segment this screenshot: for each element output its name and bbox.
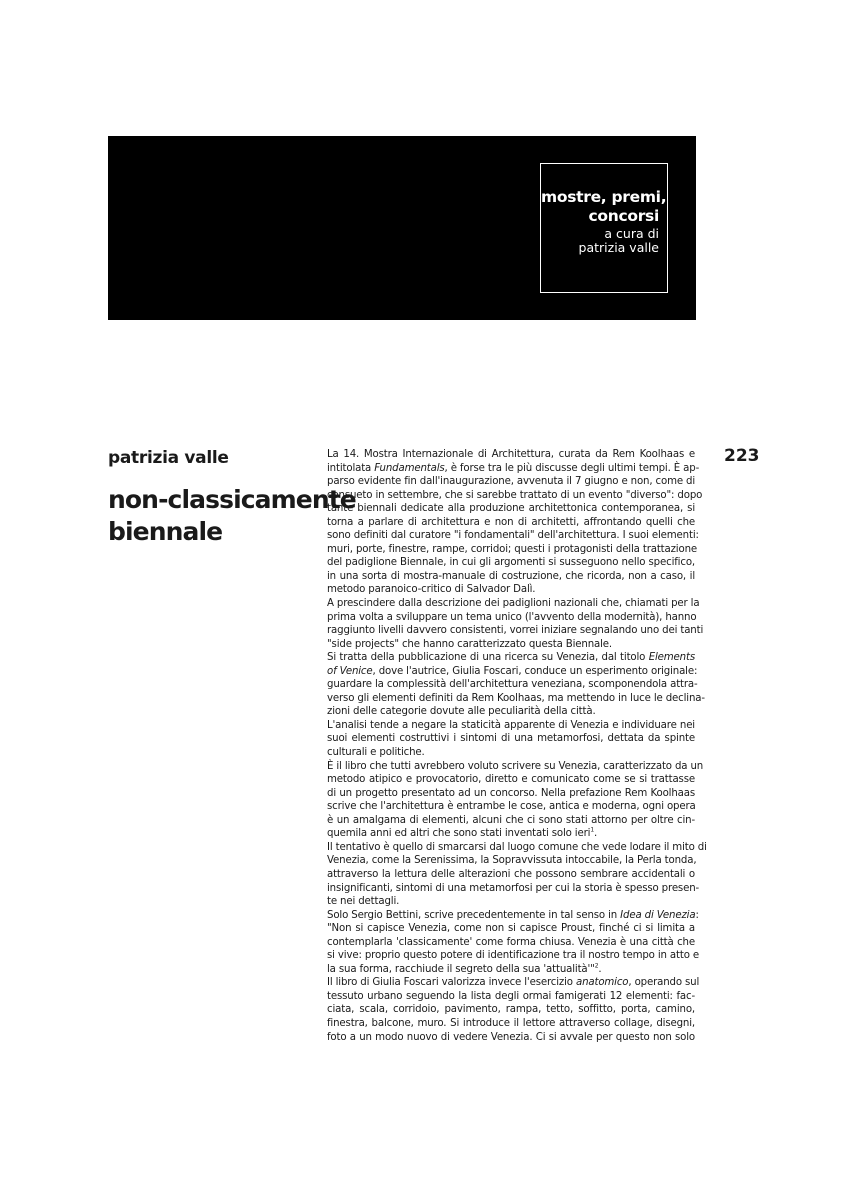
text-line: prima volta a sviluppare un tema unico (l'avvento della modernità), hanno — [327, 611, 697, 623]
article-author: patrizia valle — [108, 448, 229, 468]
text-line: la sua forma, racchiude il segreto della sua 'attualità'"$^2$. — [327, 962, 602, 975]
section-subtitle — [541, 227, 659, 255]
text-line: verso gli elementi definiti da Rem Koolhaas, ma mettendo in luce le declina- — [327, 692, 705, 704]
text-line: "Non si capisce Venezia, come non si capisce Proust, finché ci si limita a — [327, 923, 695, 935]
text-line: attraverso la lettura delle alterazioni che possono sembrare accidentali o — [327, 868, 695, 880]
italic-text: of Venice — [327, 665, 373, 677]
paragraph — [327, 651, 705, 719]
italic-text: Elements — [648, 652, 695, 664]
text-line: intitolata Fundamentals, è forse tra le più discusse degli ultimi tempi. È ap- — [327, 462, 700, 474]
text-line: ciata, scala, corridoio, pavimento, rampa, tetto, soffitto, porta, camino, — [327, 1004, 695, 1016]
paragraph — [327, 976, 700, 1044]
paragraph — [327, 909, 699, 977]
paragraph — [327, 597, 704, 651]
italic-text: Fundamentals — [374, 462, 445, 474]
text-line: contemplarla 'classicamente' come forma chiusa. Venezia è una città che — [327, 936, 695, 948]
article-body — [327, 448, 707, 1044]
text-line: di un progetto presentato ad un concorso. Nella prefazione Rem Koolhaas — [327, 787, 695, 799]
text-line: Venezia, come la Serenissima, la Sopravvissuta intoccabile, la Perla tonda, — [327, 855, 697, 867]
article-title — [108, 484, 356, 548]
text-line: zioni delle categorie dovute alle peculiarità della città. — [327, 706, 596, 718]
section-title-line: concorsi — [588, 207, 659, 225]
text-line: te nei dettagli. — [327, 896, 400, 908]
text-line: metodo paranoico-critico di Salvador Dalì. — [327, 584, 536, 596]
text-line: si vive: proprio questo potere di identificazione tra il nostro tempo in atto e — [327, 950, 699, 962]
text-line: muri, porte, finestre, rampe, corridoi; questi i protagonisti della trattazione — [327, 543, 697, 555]
article-title-line: biennale — [108, 517, 223, 546]
italic-text: Idea di Venezia — [620, 909, 696, 921]
text-line: parso evidente fin dall'inaugurazione, avvenuta il 7 giugno e non, come di — [327, 476, 696, 488]
text-line: finestra, balcone, muro. Si introduce il lettore attraverso collage, disegni, — [327, 1017, 695, 1029]
paragraph — [327, 760, 704, 841]
text-line: del padiglione Biennale, in cui gli argomenti si susseguono nello specifico, — [327, 557, 695, 569]
text-line: scrive che l'architettura è entrambe le cose, antica e moderna, ogni opera — [327, 801, 696, 813]
text-line: Il tentativo è quello di smarcarsi dal luogo comune che vede lodare il mito di — [327, 841, 707, 853]
text-line: in una sorta di mostra-manuale di costruzione, che ricorda, non a caso, il — [327, 570, 695, 582]
text-line: La 14. Mostra Internazionale di Architettura, curata da Rem Koolhaas e — [327, 449, 695, 460]
text-line: tessuto urbano seguendo la lista degli ormai famigerati 12 elementi: fac- — [327, 990, 695, 1002]
text-line: "side projects" che hanno caratterizzato questa Biennale. — [327, 638, 612, 650]
section-title-line: mostre, premi, — [541, 188, 667, 206]
paragraph — [327, 448, 703, 597]
text-line: of Venice, dove l'autrice, Giulia Foscari, conduce un esperimento originale: — [327, 665, 698, 677]
text-line: sono definiti dal curatore "i fondamentali" dell'architettura. I suoi elementi: — [327, 530, 699, 542]
section-subtitle-line: patrizia valle — [578, 240, 659, 255]
footnote-ref: 1 — [590, 826, 594, 834]
text-line: tante biennali dedicate alla produzione architettonica contemporanea, si — [327, 503, 695, 515]
paragraph — [327, 841, 707, 909]
footnote-ref: 2 — [594, 962, 599, 970]
text-line: insignificanti, sintomi di una metamorfosi per cui la storia è spesso presen- — [327, 882, 700, 894]
text-line: è un amalgama di elementi, alcuni che ci sono stati attorno per oltre cin- — [327, 814, 695, 826]
page-number: 223 — [724, 446, 760, 466]
paragraph — [327, 719, 695, 760]
header-banner — [108, 136, 696, 320]
article-title-line: non-classicamente — [108, 485, 356, 514]
text-line: torna a parlare di architettura e non di architetti, affrontando quelli che — [327, 516, 695, 528]
text-line: L'analisi tende a negare la staticità apparente di Venezia e individuare nei — [327, 719, 695, 731]
text-line: metodo atipico e provocatorio, diretto e comunicato come se si trattasse — [327, 774, 695, 786]
text-line: Solo Sergio Bettini, scrive precedentemente in tal senso in Idea di Venezia: — [327, 909, 699, 921]
text-line: culturali e politiche. — [327, 747, 425, 759]
section-label-box — [540, 163, 668, 293]
section-subtitle-line: a cura di — [604, 226, 659, 241]
section-title — [541, 188, 667, 226]
italic-text: anatomico — [575, 977, 629, 989]
text-line: raggiunto livelli davvero consistenti, vorrei iniziare segnalando uno dei tanti — [327, 625, 704, 637]
text-line: guardare la complessità dell'architettura veneziana, scomponendola attra- — [327, 679, 698, 691]
text-line: A prescindere dalla descrizione dei padiglioni nazionali che, chiamati per la — [327, 598, 700, 610]
text-line: foto a un modo nuovo di vedere Venezia. Ci si avvale per questo non solo — [327, 1031, 695, 1043]
text-line: Il libro di Giulia Foscari valorizza invece l'esercizio anatomico, operando sul — [327, 977, 700, 989]
text-line: suoi elementi costruttivi i sintomi di una metamorfosi, dettata da spinte — [327, 733, 695, 745]
text-line: consueto in settembre, che si sarebbe trattato di un evento "diverso": dopo — [327, 489, 703, 501]
text-line: Si tratta della pubblicazione di una ricerca su Venezia, dal titolo Elements — [327, 652, 695, 664]
text-line: È il libro che tutti avrebbero voluto scrivere su Venezia, caratterizzato da un — [327, 760, 704, 772]
text-line: quemila anni ed altri che sono stati inventati solo ieri$^1$. — [327, 826, 598, 840]
